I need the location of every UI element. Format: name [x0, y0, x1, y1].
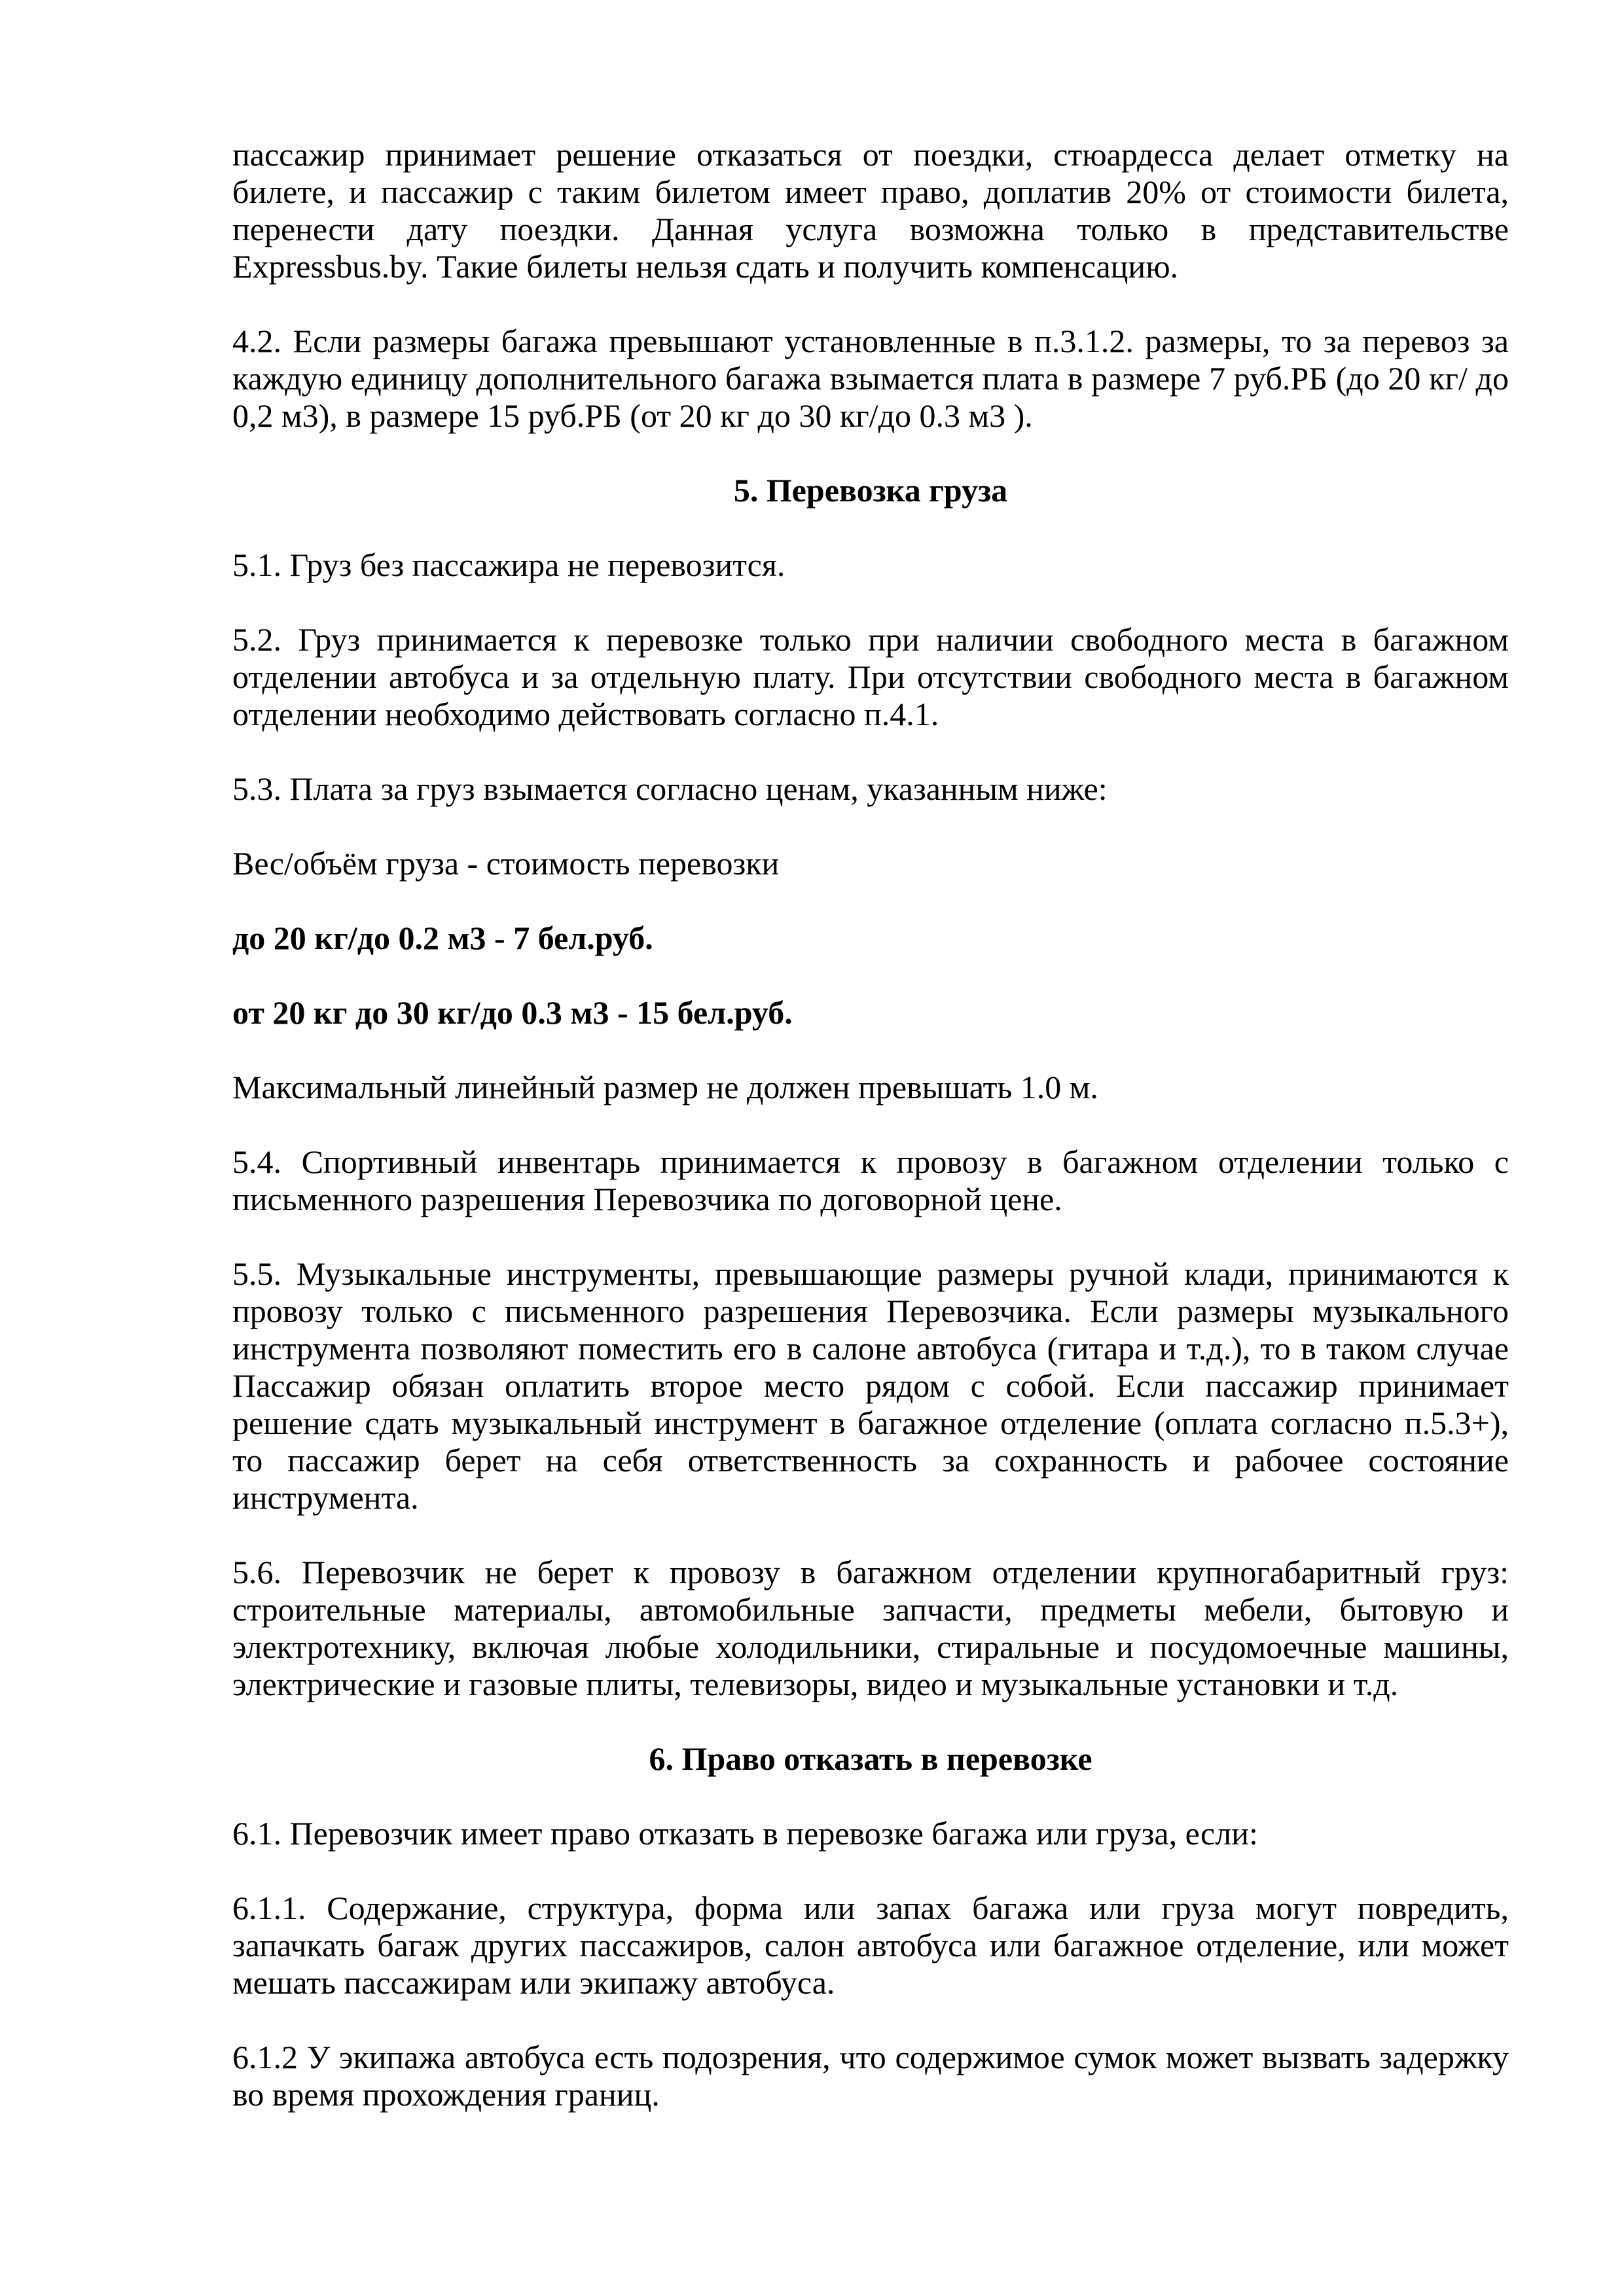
paragraph-clause-4-2: 4.2. Если размеры багажа превышают установленные в п.3.1.2. размеры, то за перевоз за каждую единицу дополнительного багажа взымается плата в размере 7 руб.РБ (до 20 кг/ до 0,2 м3), в размере 15 руб.РБ (от 20 кг до 30 кг/до 0.3 м3 ).: [232, 323, 1509, 434]
price-line-up-to-20kg: до 20 кг/до 0.2 м3 - 7 бел.руб.: [232, 920, 653, 956]
paragraph-price-list-intro: Вес/объём груза - стоимость перевозки: [232, 845, 780, 882]
price-line-20-to-30kg: от 20 кг до 30 кг/до 0.3 м3 - 15 бел.руб.: [232, 994, 793, 1031]
paragraph-clause-6-1: 6.1. Перевозчик имеет право отказать в перевозке багажа или груза, если:: [232, 1815, 1258, 1852]
heading-section-6: 6. Право отказать в перевозке: [649, 1740, 1092, 1777]
paragraph-ticket-transfer: пассажир принимает решение отказаться от поездки, стюардесса делает отметку на билете, и пассажир с таким билетом имеет право, доплатив 20% от стоимости билета, перенести дату поездки. Данная услуга возможна только в представительстве Expressbus.by. Такие билеты нельзя сдать и получить компенсацию.: [232, 136, 1509, 285]
paragraph-clause-5-6: 5.6. Перевозчик не берет к провозу в багажном отделении крупногабаритный груз: строительные материалы, автомобильные запчасти, предметы мебели, бытовую и электротехнику, включая любые холодильники, стиральные и посудомоечные машины, электрические и газовые плиты, телевизоры, видео и музыкальные установки и т.д.: [232, 1554, 1509, 1702]
paragraph-clause-5-1: 5.1. Груз без пассажира не перевозится.: [232, 547, 785, 583]
paragraph-max-linear-size: Максимальный линейный размер не должен превышать 1.0 м.: [232, 1069, 1098, 1105]
heading-section-5: 5. Перевозка груза: [733, 472, 1008, 509]
paragraph-clause-5-2: 5.2. Груз принимается к перевозке только при наличии свободного места в багажном отделении автобуса и за отдельную плату. При отсутствии свободного места в багажном отделении необходимо действовать согласно п.4.1.: [232, 621, 1509, 732]
paragraph-clause-5-4: 5.4. Спортивный инвентарь принимается к провозу в багажном отделении только с письменного разрешения Перевозчика по договорной цене.: [232, 1143, 1509, 1217]
paragraph-clause-5-3: 5.3. Плата за груз взымается согласно ценам, указанным ниже:: [232, 770, 1108, 807]
paragraph-clause-5-5: 5.5. Музыкальные инструменты, превышающие размеры ручной клади, принимаются к провозу только с письменного разрешения Перевозчика. Если размеры музыкального инструмента позволяют поместить его в салоне автобуса (гитара и т.д.), то в таком случае Пассажир обязан оплатить второе место рядом с собой. Если пассажир принимает решение сдать музыкальный инструмент в багажное отделение (оплата согласно п.5.3+), то пассажир берет на себя ответственность за сохранность и рабочее состояние инструмента.: [232, 1255, 1509, 1516]
paragraph-clause-6-1-1: 6.1.1. Содержание, структура, форма или запах багажа или груза могут повредить, запачкать багаж других пассажиров, салон автобуса или багажное отделение, или может мешать пассажирам или экипажу автобуса.: [232, 1890, 1509, 2001]
paragraph-clause-6-1-2: 6.1.2 У экипажа автобуса есть подозрения, что содержимое сумок может вызвать задержку во время прохождения границ.: [232, 2039, 1509, 2113]
